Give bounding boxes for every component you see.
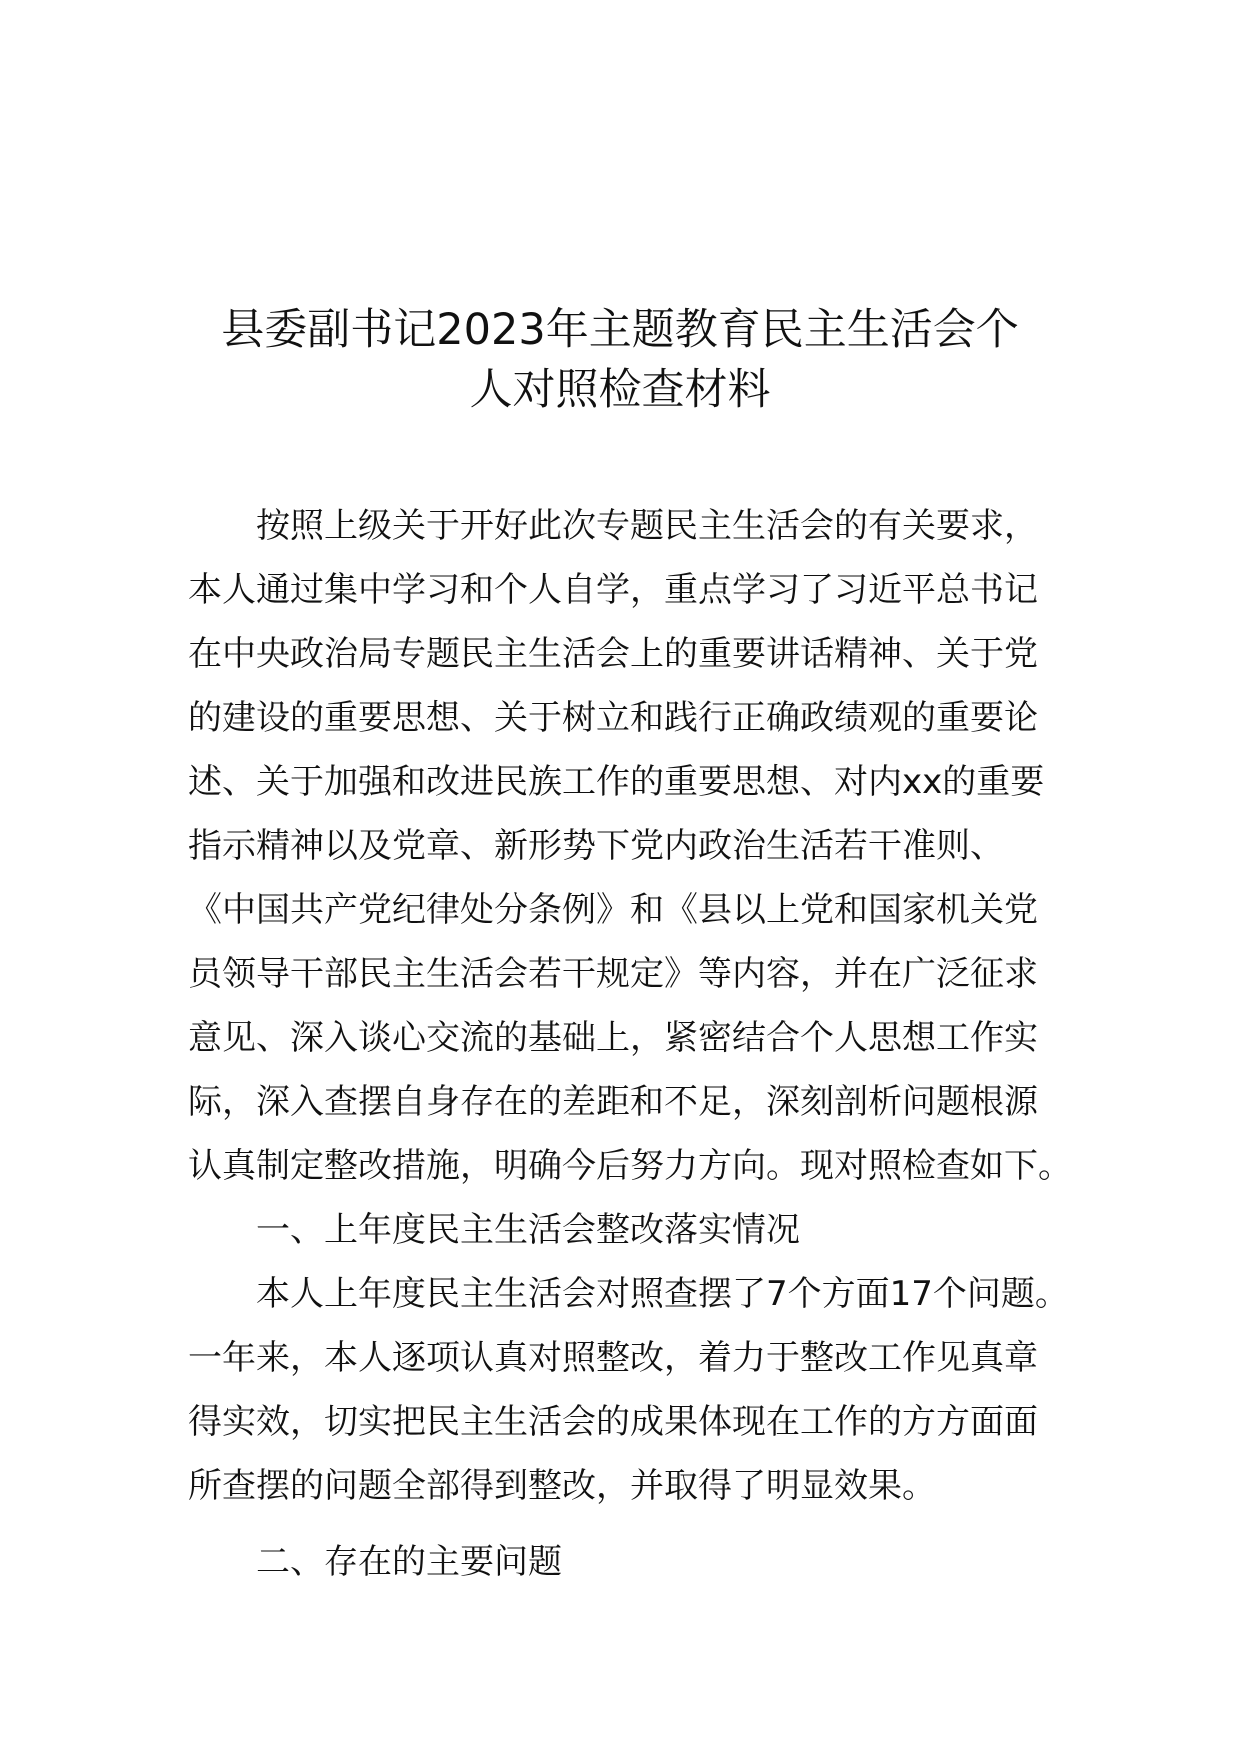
- section-heading-1: 一、上年度民主生活会整改落实情况: [256, 1210, 800, 1250]
- document-body: [188, 494, 1072, 1594]
- paragraph-line: 意见、深入谈心交流的基础上，紧密结合个人思想工作实: [188, 1018, 1038, 1058]
- paragraph-line: 员领导干部民主生活会若干规定》等内容，并在广泛征求: [188, 954, 1038, 994]
- title-line-2: 人对照检查材料: [469, 365, 771, 415]
- paragraph-line: 所查摆的问题全部得到整改，并取得了明显效果。: [188, 1466, 936, 1506]
- paragraph-line: 本人通过集中学习和个人自学，重点学习了习近平总书记: [188, 570, 1038, 610]
- paragraph-line: 指示精神以及党章、新形势下党内政治生活若干准则、: [188, 826, 1004, 866]
- paragraph-line: 述、关于加强和改进民族工作的重要思想、对内xx的重要: [188, 762, 1045, 802]
- paragraph-line: 得实效，切实把民主生活会的成果体现在工作的方方面面: [188, 1402, 1038, 1442]
- section-heading-2: 二、存在的主要问题: [256, 1542, 562, 1582]
- paragraph-line: 《中国共产党纪律处分条例》和《县以上党和国家机关党: [188, 890, 1038, 930]
- paragraph-line: 在中央政治局专题民主生活会上的重要讲话精神、关于党: [188, 634, 1038, 674]
- paragraph-line: 认真制定整改措施，明确今后努力方向。现对照检查如下。: [188, 1146, 1072, 1186]
- intro-paragraph: [188, 494, 1072, 1198]
- paragraph-line: 本人上年度民主生活会对照查摆了7个方面17个问题。: [256, 1274, 1069, 1314]
- document-title: [150, 300, 1090, 420]
- section1-paragraph: [188, 1262, 1068, 1518]
- paragraph-line: 按照上级关于开好此次专题民主生活会的有关要求，: [256, 506, 1038, 546]
- paragraph-line: 一年来，本人逐项认真对照整改，着力于整改工作见真章: [188, 1338, 1038, 1378]
- paragraph-line: 的建设的重要思想、关于树立和践行正确政绩观的重要论: [188, 698, 1038, 738]
- title-line-1: 县委副书记2023年主题教育民主生活会个: [221, 305, 1019, 355]
- paragraph-line: 际，深入查摆自身存在的差距和不足，深刻剖析问题根源: [188, 1082, 1038, 1122]
